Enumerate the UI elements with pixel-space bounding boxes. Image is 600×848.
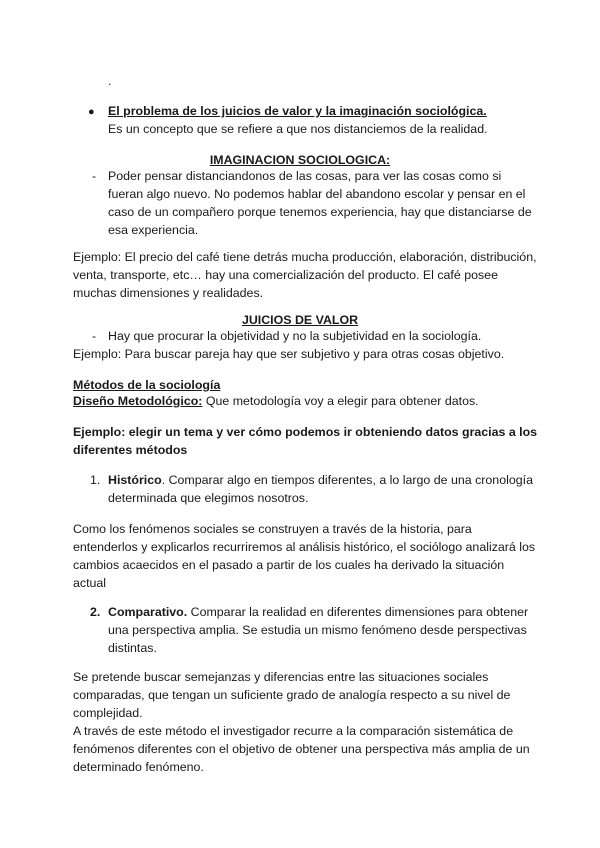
list-number: 2. bbox=[90, 605, 101, 619]
bullet-title: El problema de los juicios de valor y la imaginación sociológica. bbox=[108, 104, 487, 118]
ejemplo-cafe-line: muchas dimensiones y realidades. bbox=[73, 286, 264, 300]
historico-paragraph-line: entenderlos y explicarlos recurriremos al análisis histórico, el sociólogo analizará los bbox=[73, 540, 536, 554]
imaginacion-line: caso de un compañero porque tenemos experiencia, hay que distanciarse de bbox=[108, 205, 532, 219]
comparativo-paragraph-line: A través de este método el investigador recurre a la comparación sistemática de bbox=[73, 724, 514, 738]
imaginacion-line: Poder pensar distanciandonos de las cosas, para ver las cosas como si bbox=[108, 169, 502, 183]
historico-label: Histórico bbox=[108, 473, 162, 487]
comparativo-line2: una perspectiva amplia. Se estudia un mismo fenómeno desde perspectivas bbox=[108, 623, 527, 637]
comparativo-text: Comparar la realidad en diferentes dimensiones para obtener bbox=[187, 605, 529, 619]
imaginacion-heading: IMAGINACION SOCIOLOGICA: bbox=[209, 153, 391, 167]
ejemplo-cafe-line: Ejemplo: El precio del café tiene detrás mucha producción, elaboración, distribución, bbox=[73, 250, 537, 264]
bold-example-line: diferentes métodos bbox=[73, 443, 188, 457]
bullet-body: Es un concepto que se refiere a que nos distanciemos de la realidad. bbox=[108, 122, 488, 136]
imaginacion-line: fueran algo nuevo. No podemos hablar del abandono escolar y pensar en el bbox=[108, 187, 526, 201]
comparativo-paragraph-line: determinado fenómeno. bbox=[73, 760, 204, 774]
diseno-line bbox=[73, 392, 479, 410]
dash-marker: - bbox=[92, 329, 97, 343]
historico-line bbox=[108, 471, 533, 489]
dash-marker: - bbox=[92, 169, 97, 183]
bullet-icon: ● bbox=[88, 106, 95, 118]
stray-dot: . bbox=[108, 74, 112, 88]
diseno-label: Diseño Metodológico: bbox=[73, 394, 203, 408]
comparativo-line bbox=[108, 603, 528, 621]
comparativo-paragraph-line: comparadas, que tengan un suficiente grado de analogía respecto a su nivel de bbox=[73, 688, 511, 702]
list-number: 1. bbox=[90, 473, 101, 487]
juicios-example: Ejemplo: Para buscar pareja hay que ser subjetivo y para otras cosas objetivo. bbox=[73, 347, 505, 361]
comparativo-label: Comparativo. bbox=[108, 605, 188, 619]
metodos-heading: Métodos de la sociología bbox=[73, 378, 221, 392]
bold-example-line: Ejemplo: elegir un tema y ver cómo podemos ir obteniendo datos gracias a los bbox=[73, 425, 538, 439]
historico-paragraph-line: Como los fenómenos sociales se construyen a través de la historia, para bbox=[73, 522, 472, 536]
historico-line2: determinada que elegimos nosotros. bbox=[108, 491, 309, 505]
comparativo-line3: distintas. bbox=[108, 641, 157, 655]
historico-paragraph-line: cambios acaecidos en el pasado a partir de los cuales ha derivado la situación bbox=[73, 558, 505, 572]
imaginacion-line: esa experiencia. bbox=[108, 223, 199, 237]
diseno-text: Que metodología voy a elegir para obtener datos. bbox=[202, 394, 479, 408]
historico-paragraph-line: actual bbox=[73, 576, 107, 590]
ejemplo-cafe-line: venta, transporte, etc… hay una comercialización del producto. El café posee bbox=[73, 268, 498, 282]
historico-text: . Comparar algo en tiempos diferentes, a lo largo de una cronología bbox=[161, 473, 533, 487]
juicios-heading: JUICIOS DE VALOR bbox=[241, 313, 359, 327]
comparativo-paragraph-line: Se pretende buscar semejanzas y diferencias entre las situaciones sociales bbox=[73, 670, 489, 684]
comparativo-paragraph-line: complejidad. bbox=[73, 706, 143, 720]
juicios-item: Hay que procurar la objetividad y no la subjetividad en la sociología. bbox=[108, 329, 482, 343]
comparativo-paragraph-line: fenómenos diferentes con el objetivo de obtener una perspectiva más amplia de un bbox=[73, 742, 530, 756]
